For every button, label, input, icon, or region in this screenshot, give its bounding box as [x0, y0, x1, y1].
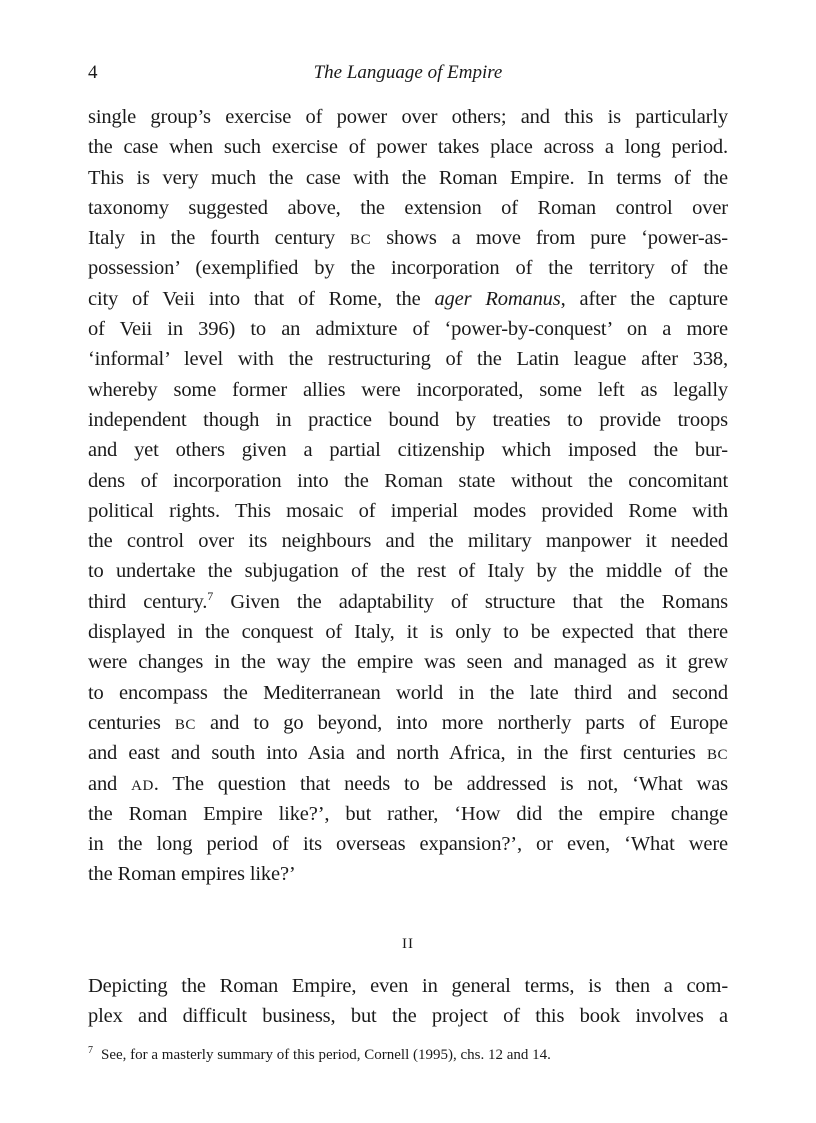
- text-run: Depicting the Roman Empire, even in general terms, is then a com-: [88, 974, 728, 997]
- text-line: [88, 708, 728, 738]
- footnote-text: See, for a masterly summary of this period, Cornell (1995), chs. 12 and 14.: [101, 1047, 551, 1064]
- text-line: [88, 375, 728, 405]
- text-run: Italy in the fourth century: [88, 227, 351, 250]
- text-run: centuries: [88, 711, 175, 734]
- text-line: [88, 405, 728, 435]
- text-run: shows a move from pure ‘power-as-: [371, 227, 728, 250]
- text-line: [88, 556, 728, 586]
- text-run: dens of incorporation into the Roman state without the concomitant: [88, 469, 728, 492]
- text-line: [88, 132, 728, 162]
- text-line: [88, 223, 728, 253]
- text-run: of Veii in 396) to an admixture of ‘power-by-conquest’ on a more: [88, 318, 728, 341]
- text-line: [88, 314, 728, 344]
- text-run: taxonomy suggested above, the extension of Roman control over: [88, 196, 728, 219]
- text-run: city of Veii into that of Rome, the: [88, 287, 435, 310]
- text-line: [88, 769, 728, 799]
- text-run: the Roman empires like?’: [88, 863, 296, 886]
- text-run: . The question that needs to be addressed is not, ‘What was: [153, 772, 728, 795]
- text-line: [88, 102, 728, 132]
- text-run: were changes in the way the empire was seen and managed as it grew: [88, 651, 728, 674]
- italic-text: ager Romanus: [434, 287, 561, 310]
- text-line: [88, 344, 728, 374]
- text-line: [88, 496, 728, 526]
- text-line: [88, 163, 728, 193]
- book-page: [88, 60, 728, 1065]
- text-run: to undertake the subjugation of the rest of Italy by the middle of the: [88, 560, 728, 583]
- text-line: [88, 971, 728, 1001]
- text-line: [88, 466, 728, 496]
- text-run: and yet others given a partial citizenship which imposed the bur-: [88, 439, 728, 462]
- text-run: the case when such exercise of power takes place across a long period.: [88, 136, 728, 159]
- footnote-mark: 7: [88, 1045, 93, 1057]
- text-line: [88, 435, 728, 465]
- text-run: the Roman Empire like?’, but rather, ‘How did the empire change: [88, 802, 728, 825]
- small-caps-text: AD: [131, 777, 154, 794]
- running-head: [88, 60, 728, 90]
- text-line: [88, 1001, 728, 1031]
- text-run: and to go beyond, into more northerly parts of Europe: [195, 711, 728, 734]
- text-run: , after the capture: [560, 287, 728, 310]
- text-line: [88, 799, 728, 829]
- text-run: displayed in the conquest of Italy, it is only to be expected that there: [88, 621, 728, 644]
- text-run: whereby some former allies were incorporated, some left as legally: [88, 378, 728, 401]
- text-run: ‘informal’ level with the restructuring of the Latin league after 338,: [88, 348, 728, 371]
- section-number: II: [402, 935, 414, 952]
- text-run: political rights. This mosaic of imperial modes provided Rome with: [88, 499, 728, 522]
- running-title: The Language of Empire: [313, 62, 503, 83]
- text-run: in the long period of its overseas expansion?’, or even, ‘What were: [88, 833, 728, 856]
- text-line: [88, 859, 728, 889]
- small-caps-text: BC: [350, 232, 372, 249]
- text-line: [88, 829, 728, 859]
- text-run: independent though in practice bound by treaties to provide troops: [88, 408, 728, 431]
- text-run: third century.: [88, 590, 208, 613]
- footnote: [88, 1045, 728, 1065]
- text-run: single group’s exercise of power over others; and this is particularly: [88, 106, 728, 128]
- small-caps-text: BC: [174, 716, 196, 733]
- text-line: [88, 253, 728, 283]
- paragraph-2: [88, 971, 728, 1032]
- text-line: [88, 678, 728, 708]
- text-run: This is very much the case with the Roman Empire. In terms of the: [88, 166, 728, 189]
- text-run: and east and south into Asia and north Africa, in the first centuries: [88, 742, 707, 765]
- text-run: to encompass the Mediterranean world in the late third and second: [88, 681, 728, 704]
- text-line: [88, 738, 728, 768]
- page-number: 4: [88, 62, 98, 83]
- text-line: [88, 284, 728, 314]
- text-line: [88, 647, 728, 677]
- text-line: [88, 587, 728, 617]
- text-run: possession’ (exemplified by the incorporation of the territory of the: [88, 257, 728, 280]
- text-run: Given the adaptability of structure that the Romans: [213, 590, 728, 613]
- text-run: and: [88, 772, 132, 795]
- text-run: plex and difficult business, but the project of this book involves a: [88, 1005, 728, 1028]
- paragraph-1: [88, 102, 728, 890]
- text-run: the control over its neighbours and the military manpower it needed: [88, 530, 728, 553]
- text-line: [88, 526, 728, 556]
- small-caps-text: BC: [706, 747, 728, 764]
- footnote-reference: 7: [207, 588, 214, 603]
- text-line: [88, 193, 728, 223]
- text-line: [88, 617, 728, 647]
